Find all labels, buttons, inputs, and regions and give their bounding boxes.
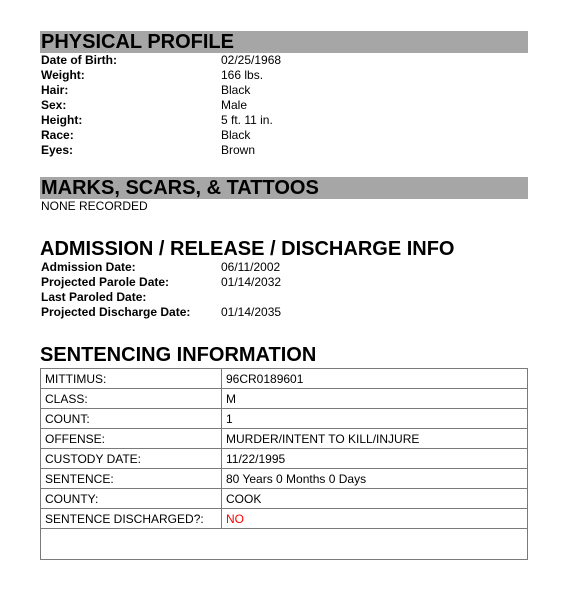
field-value: Brown (221, 143, 256, 157)
field-value: 01/14/2035 (221, 305, 282, 319)
sentencing-table (40, 368, 528, 560)
field-label: Height: (41, 113, 83, 127)
parole-date-row (41, 275, 281, 290)
table-label-cell: SENTENCE DISCHARGED?: (41, 509, 222, 529)
field-label: Projected Parole Date: (41, 275, 170, 289)
field-value: Male (221, 98, 248, 112)
dob-row (41, 53, 281, 68)
marks-heading: MARKS, SCARS, & TATTOOS (40, 177, 528, 199)
sex-row (41, 98, 281, 113)
field-label: Sex: (41, 98, 67, 112)
field-label: Projected Discharge Date: (41, 305, 191, 319)
admission-heading: ADMISSION / RELEASE / DISCHARGE INFO (40, 238, 455, 260)
table-row (41, 429, 528, 449)
empty-cell (41, 529, 528, 560)
table-value-cell: 96CR0189601 (222, 369, 528, 389)
field-value: 01/14/2032 (221, 275, 282, 289)
table-row (41, 509, 528, 529)
field-label: Admission Date: (41, 260, 136, 274)
eyes-row (41, 143, 281, 158)
field-value: 02/25/1968 (221, 53, 282, 67)
table-value-cell: M (222, 389, 528, 409)
discharge-date-row (41, 305, 281, 320)
field-value: 166 lbs. (221, 68, 264, 82)
last-paroled-row (41, 290, 281, 305)
table-label-cell: COUNTY: (41, 489, 222, 509)
admission-date-row (41, 260, 281, 275)
table-row (41, 469, 528, 489)
field-value: 06/11/2002 (221, 260, 281, 274)
field-label: Date of Birth: (41, 53, 117, 67)
hair-row (41, 83, 281, 98)
race-row (41, 128, 281, 143)
table-label-cell: COUNT: (41, 409, 222, 429)
height-row (41, 113, 281, 128)
table-label-cell: OFFENSE: (41, 429, 222, 449)
table-label-cell: CUSTODY DATE: (41, 449, 222, 469)
field-label: Eyes: (41, 143, 74, 157)
marks-text: NONE RECORDED (41, 199, 148, 213)
weight-row (41, 68, 281, 83)
table-value-cell: 1 (222, 409, 528, 429)
table-value-cell: MURDER/INTENT TO KILL/INJURE (222, 429, 528, 449)
sentence-discharged-value: NO (222, 509, 528, 529)
table-row (41, 369, 528, 389)
field-value: Black (221, 83, 251, 97)
table-row (41, 409, 528, 429)
table-value-cell: 11/22/1995 (222, 449, 528, 469)
field-label: Weight: (41, 68, 85, 82)
field-label: Last Paroled Date: (41, 290, 147, 304)
field-label: Race: (41, 128, 74, 142)
table-value-cell: COOK (222, 489, 528, 509)
table-label-cell: MITTIMUS: (41, 369, 222, 389)
table-label-cell: SENTENCE: (41, 469, 222, 489)
field-value: 5 ft. 11 in. (221, 113, 273, 127)
table-row (41, 389, 528, 409)
table-row-empty (41, 529, 528, 560)
sentencing-heading: SENTENCING INFORMATION (40, 344, 317, 366)
table-value-cell: 80 Years 0 Months 0 Days (222, 469, 528, 489)
admission-fields (41, 260, 281, 320)
table-row (41, 449, 528, 469)
field-value: Black (221, 128, 251, 142)
field-label: Hair: (41, 83, 69, 97)
physical-profile-heading: PHYSICAL PROFILE (40, 31, 528, 53)
table-row (41, 489, 528, 509)
physical-profile-fields (41, 53, 281, 158)
table-label-cell: CLASS: (41, 389, 222, 409)
